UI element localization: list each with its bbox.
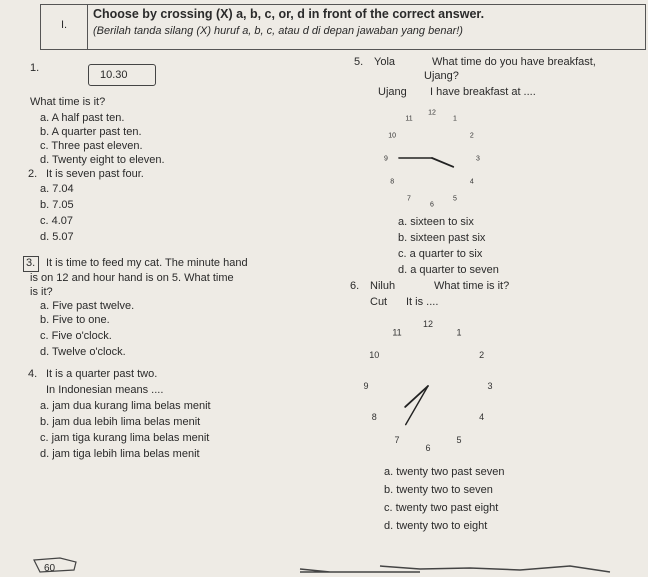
footer-decoration (0, 556, 648, 577)
q2-option-b[interactable]: b. 7.05 (40, 199, 74, 211)
q3-option-c[interactable]: c. Five o'clock. (40, 330, 112, 342)
q5-clock-numeral-5: 5 (453, 195, 457, 203)
q4-option-d[interactable]: d. jam tiga lebih lima belas menit (40, 448, 200, 460)
q6-clock-numeral-4: 4 (479, 412, 485, 423)
q6-option-b[interactable]: b. twenty two to seven (384, 484, 493, 496)
q6-clock-numeral-11: 11 (392, 327, 402, 338)
instruction-text: Choose by crossing (X) a, b, c, or, d in front of the correct answer. (93, 7, 485, 21)
q5-number: 5. (354, 56, 364, 68)
q6-clock-numeral-2: 2 (479, 350, 485, 361)
q5-clock-numeral-10: 10 (388, 132, 397, 140)
q6-speaker2: Cut (370, 296, 388, 308)
q6-clock-minute-hand (406, 386, 428, 425)
q6-clock-numeral-8: 8 (371, 412, 377, 423)
q6-line2: It is .... (406, 296, 439, 308)
q4-option-a[interactable]: a. jam dua kurang lima belas menit (40, 400, 211, 412)
q6-clock-numeral-7: 7 (394, 434, 400, 445)
q3-number-box (23, 256, 39, 272)
section-number: I. (61, 19, 68, 31)
q6-number: 6. (350, 280, 360, 292)
q3-option-a[interactable]: a. Five past twelve. (40, 300, 135, 312)
q1-option-c[interactable]: c. Three past eleven. (40, 140, 143, 152)
q6-speaker1: Niluh (370, 280, 396, 292)
q6-clock-numeral-6: 6 (425, 443, 431, 454)
q3-option-b[interactable]: b. Five to one. (40, 314, 110, 326)
q5-option-a[interactable]: a. sixteen to six (398, 216, 474, 228)
q4-option-c[interactable]: c. jam tiga kurang lima belas menit (40, 432, 210, 444)
q5-option-b[interactable]: b. sixteen past six (398, 232, 486, 244)
q5-clock-numeral-1: 1 (453, 115, 457, 123)
q5-clock-numeral-3: 3 (476, 155, 480, 163)
q2-option-c[interactable]: c. 4.07 (40, 215, 74, 227)
q3-question-line3: is it? (30, 286, 53, 298)
q6-clock-numeral-10: 10 (369, 350, 380, 361)
q6-clock-hour-hand (405, 386, 428, 407)
page-number: 60 (44, 563, 56, 574)
q1-time-box (88, 64, 156, 86)
q3-number: 3. (26, 257, 36, 269)
q5-clock-face (366, 104, 496, 216)
q5-clock-numeral-8: 8 (390, 178, 395, 186)
q3-question-line1: It is time to feed my cat. The minute hand (46, 257, 248, 269)
q6-option-d[interactable]: d. twenty two to eight (384, 520, 488, 532)
q1-number: 1. (30, 62, 40, 74)
q6-option-a[interactable]: a. twenty two past seven (384, 466, 505, 478)
q1-option-d[interactable]: d. Twenty eight to eleven. (40, 154, 165, 166)
q6-clock-numeral-5: 5 (456, 434, 462, 445)
q6-clock-numeral-12: 12 (422, 319, 434, 330)
q6-clock-face (360, 312, 500, 462)
q1-time-value: 10.30 (100, 69, 128, 81)
section-number-cell (41, 5, 88, 49)
q1-option-a[interactable]: a. A half past ten. (40, 112, 125, 124)
q5-line2: I have breakfast at .... (430, 86, 536, 98)
q6-line1: What time is it? (434, 280, 510, 292)
q2-option-d[interactable]: d. 5.07 (40, 231, 74, 243)
q3-option-d[interactable]: d. Twelve o'clock. (40, 346, 126, 358)
q5-speaker1: Yola (374, 56, 396, 68)
q6-option-c[interactable]: c. twenty two past eight (384, 502, 499, 514)
q4-option-b[interactable]: b. jam dua lebih lima belas menit (40, 416, 201, 428)
q5-line1b: Ujang? (424, 70, 459, 82)
q5-option-c[interactable]: c. a quarter to six (398, 248, 483, 260)
instruction-header (40, 4, 646, 50)
q5-clock-numeral-7: 7 (407, 195, 411, 203)
q2-number: 2. (28, 168, 38, 180)
q6-clock-numeral-9: 9 (363, 381, 369, 392)
q5-clock-numeral-11: 11 (405, 115, 413, 123)
instruction-translation: (Berilah tanda silang (X) huruf a, b, c, atau d di depan jawaban yang benar!) (93, 25, 463, 37)
q1-option-b[interactable]: b. A quarter past ten. (40, 126, 142, 138)
q5-option-d[interactable]: d. a quarter to seven (398, 264, 499, 276)
q6-clock-numeral-1: 1 (456, 327, 462, 338)
q5-speaker2: Ujang (378, 86, 407, 98)
q5-clock-numeral-2: 2 (469, 132, 474, 140)
q2-option-a[interactable]: a. 7.04 (40, 183, 74, 195)
q6-clock-numeral-3: 3 (487, 381, 493, 392)
q1-question: What time is it? (30, 96, 106, 108)
q5-clock-hour-hand (432, 158, 453, 167)
q4-question-line2: In Indonesian means .... (46, 384, 164, 396)
q5-clock-numeral-6: 6 (430, 201, 434, 209)
q4-question-line1: It is a quarter past two. (46, 368, 158, 380)
q5-clock-numeral-12: 12 (428, 109, 436, 117)
q3-question-line2: is on 12 and hour hand is on 5. What time (30, 272, 234, 284)
page-footer (0, 556, 648, 577)
q5-clock-numeral-4: 4 (469, 178, 474, 186)
q2-question: It is seven past four. (46, 168, 144, 180)
q4-number: 4. (28, 368, 38, 380)
q5-clock-numeral-9: 9 (384, 155, 388, 163)
q5-line1a: What time do you have breakfast, (432, 56, 596, 68)
